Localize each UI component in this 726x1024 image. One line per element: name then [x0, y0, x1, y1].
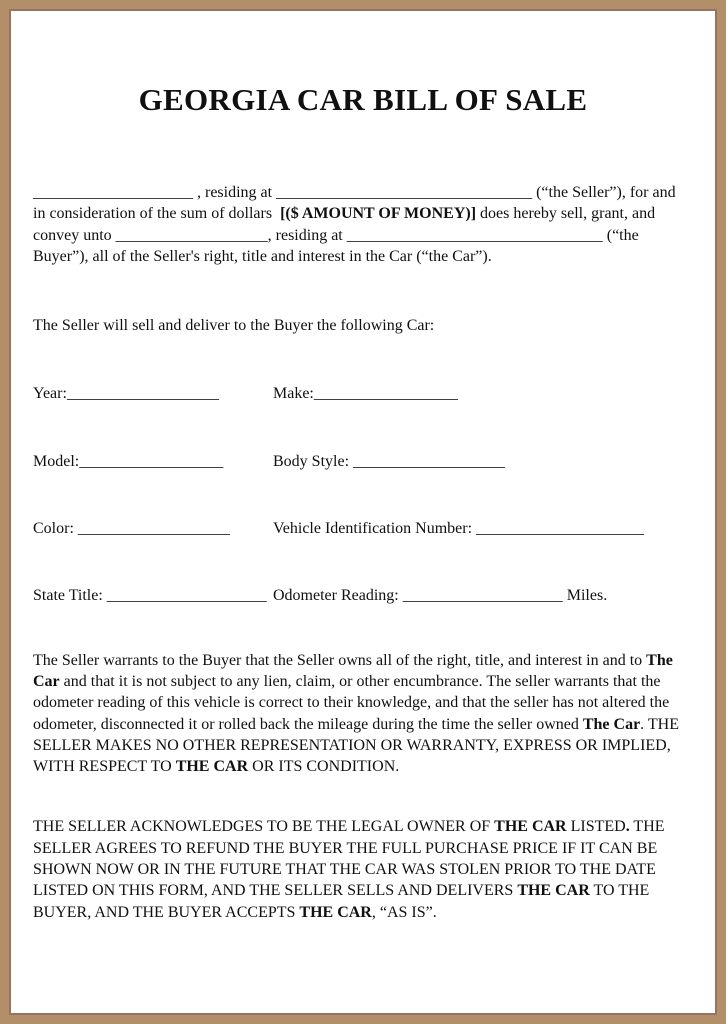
bold-text: The Car	[582, 715, 641, 733]
field-make	[273, 383, 458, 404]
text-line	[33, 714, 693, 735]
text-segment: THE SELLER ACKNOWLEDGES TO BE THE LEGAL OWNER OF	[33, 818, 495, 836]
document-page	[9, 9, 717, 1015]
field-label: Model:	[33, 452, 80, 470]
text-segment: odometer, disconnected it or rolled back the mileage during the time the seller owned	[33, 715, 583, 733]
field-blank-line: ____________________	[402, 587, 563, 605]
field-label: Odometer Reading:	[273, 587, 403, 605]
text-segment: The Seller warrants to the Buyer that the Seller owns all of the right, title, and interest in and to	[33, 651, 647, 669]
text-segment: and that it is not subject to any lien, claim, or other encumbrance. The seller warrants that the	[59, 672, 661, 690]
field-row	[33, 451, 693, 472]
text-segment: in consideration of the sum of dollars	[33, 205, 281, 223]
field-blank-line: ___________________	[353, 452, 506, 470]
field-label: Body Style:	[273, 452, 354, 470]
field-row	[33, 585, 693, 606]
field-blank-line: __________________	[313, 385, 458, 403]
vehicle-fields	[33, 383, 693, 606]
field-label: Year:	[33, 385, 67, 403]
text-segment: WITH RESPECT TO	[33, 758, 176, 776]
text-segment: convey unto ___________________, residing at ________________________________ (“the	[33, 226, 639, 244]
field-row	[33, 383, 693, 404]
field-label: Vehicle Identification Number:	[273, 520, 477, 538]
bold-text: The	[646, 651, 673, 669]
bold-text: Car	[33, 672, 60, 690]
field-suffix: Miles.	[562, 587, 608, 605]
text-segment: , “AS IS”.	[371, 903, 437, 921]
field-blank-line: _____________________	[476, 520, 645, 538]
text-segment: ____________________ , residing at ________________________________ (“the Seller”), for and	[33, 184, 676, 201]
field-blank-line: ____________________	[106, 587, 267, 605]
document-title: GEORGIA CAR BILL OF SALE	[138, 82, 588, 117]
field-blank-line: __________________	[79, 452, 224, 470]
field-odometer	[273, 585, 607, 606]
delivery-statement: The Seller will sell and deliver to the Buyer the following Car:	[33, 317, 435, 335]
field-color	[33, 518, 273, 539]
acknowledgement-paragraph	[33, 816, 693, 922]
bold-text: THE CAR	[175, 758, 249, 776]
bold-text: THE CAR	[299, 903, 372, 921]
text-segment: OR ITS CONDITION.	[248, 758, 400, 776]
bold-text: [($ AMOUNT OF MONEY)]	[280, 205, 477, 223]
text-line	[33, 692, 693, 713]
text-segment: does hereby sell, grant, and	[476, 205, 656, 223]
field-vin	[273, 518, 644, 539]
text-line	[33, 859, 693, 880]
text-line	[33, 756, 693, 777]
field-blank-line: ___________________	[77, 520, 230, 538]
text-line	[33, 838, 693, 859]
text-line	[33, 735, 693, 756]
text-segment: odometer reading of this vehicle is correct to their knowledge, and that the seller has not altered the	[33, 694, 670, 712]
bold-text: THE CAR	[494, 818, 567, 836]
field-blank-line: ___________________	[66, 385, 219, 403]
text-segment: SHOWN NOW OR IN THE FUTURE THAT THE CAR WAS STOLEN PRIOR TO THE DATE	[33, 861, 656, 879]
text-segment: LISTED	[566, 818, 626, 836]
text-line	[33, 203, 693, 224]
text-segment: BUYER, AND THE BUYER ACCEPTS	[33, 903, 300, 921]
text-segment: . THE	[640, 715, 679, 733]
text-line	[33, 182, 693, 203]
text-line	[33, 816, 693, 837]
text-line	[33, 902, 693, 923]
bold-text: .	[625, 818, 630, 836]
text-line	[33, 880, 693, 901]
field-label: Make:	[273, 385, 314, 403]
text-line	[33, 225, 693, 246]
field-body-style	[273, 451, 505, 472]
field-label: Color:	[33, 520, 78, 538]
text-segment: TO THE	[589, 882, 650, 900]
text-line	[33, 650, 693, 671]
warranty-paragraph	[33, 650, 693, 778]
intro-paragraph	[33, 182, 693, 267]
text-line	[33, 671, 693, 692]
field-model	[33, 451, 273, 472]
field-state-title	[33, 585, 273, 606]
text-segment: Buyer”), all of the Seller's right, title and interest in the Car (“the Car”).	[33, 247, 492, 265]
bold-text: THE CAR	[517, 882, 590, 900]
text-line	[33, 246, 693, 267]
text-segment: SELLER MAKES NO OTHER REPRESENTATION OR WARRANTY, EXPRESS OR IMPLIED,	[33, 736, 671, 754]
field-row	[33, 518, 693, 539]
field-year	[33, 383, 273, 404]
text-segment: SELLER AGREES TO REFUND THE BUYER THE FULL PURCHASE PRICE IF IT CAN BE	[33, 839, 658, 857]
field-label: State Title:	[33, 587, 107, 605]
text-segment: THE	[629, 818, 665, 836]
text-segment: LISTED ON THIS FORM, AND THE SELLER SELLS AND DELIVERS	[33, 882, 518, 900]
